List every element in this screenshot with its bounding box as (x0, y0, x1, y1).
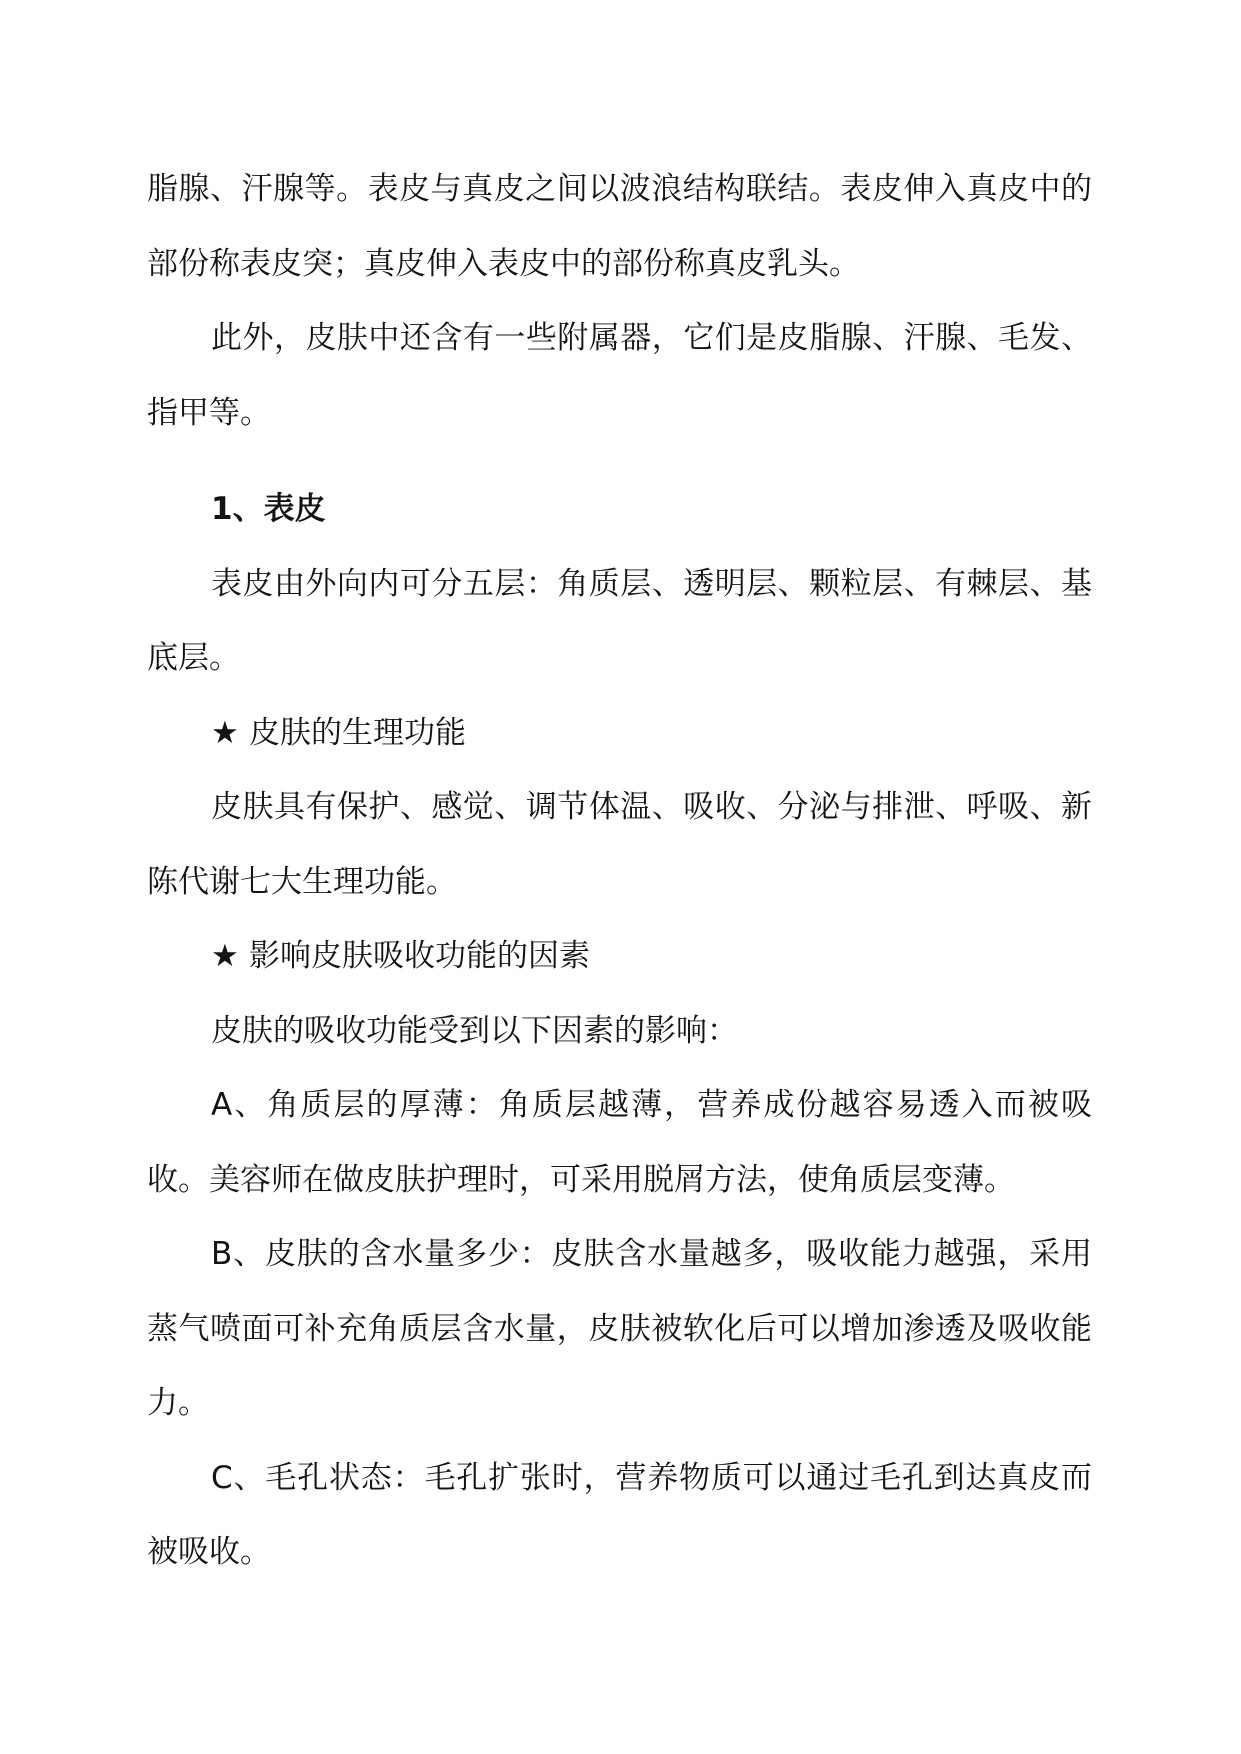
list-item-b: B、皮肤的含水量多少：皮肤含水量越多，吸收能力越强，采用蒸气喷面可补充角质层含水量，皮肤被软化后可以增加渗透及吸收能力。 (147, 1236, 1092, 1421)
paragraph-dermis-continuation: 脂腺、汗腺等。表皮与真皮之间以波浪结构联结。表皮伸入真皮中的部份称表皮突；真皮伸入表皮中的部份称真皮乳头。 (147, 171, 1092, 282)
list-item-a: A、角质层的厚薄：角质层越薄，营养成份越容易透入而被吸收。美容师在做皮肤护理时，可采用脱屑方法，使角质层变薄。 (147, 1087, 1092, 1198)
star-icon: ★ (211, 714, 239, 751)
section-heading-epidermis: 1、表皮 (211, 491, 326, 527)
paragraph-absorption-intro: 皮肤的吸收功能受到以下因素的影响： (211, 1012, 738, 1049)
subheading-text: 影响皮肤吸收功能的因素 (249, 938, 590, 974)
subheading-physiological-functions (147, 696, 1092, 771)
list-item-c: C、毛孔状态：毛孔扩张时，营养物质可以通过毛孔到达真皮而被吸收。 (147, 1459, 1092, 1570)
star-icon: ★ (211, 938, 239, 974)
paragraph-seven-functions: 皮肤具有保护、感觉、调节体温、吸收、分泌与排泄、呼吸、新陈代谢七大生理功能。 (147, 789, 1092, 900)
paragraph-epidermis-layers: 表皮由外向内可分五层：角质层、透明层、颗粒层、有棘层、基底层。 (147, 565, 1092, 676)
subheading-text: 皮肤的生理功能 (249, 714, 466, 751)
subheading-absorption-factors (147, 919, 1092, 994)
body-text (147, 152, 1092, 1590)
paragraph-appendages: 此外，皮肤中还含有一些附属器，它们是皮脂腺、汗腺、毛发、指甲等。 (147, 320, 1092, 431)
